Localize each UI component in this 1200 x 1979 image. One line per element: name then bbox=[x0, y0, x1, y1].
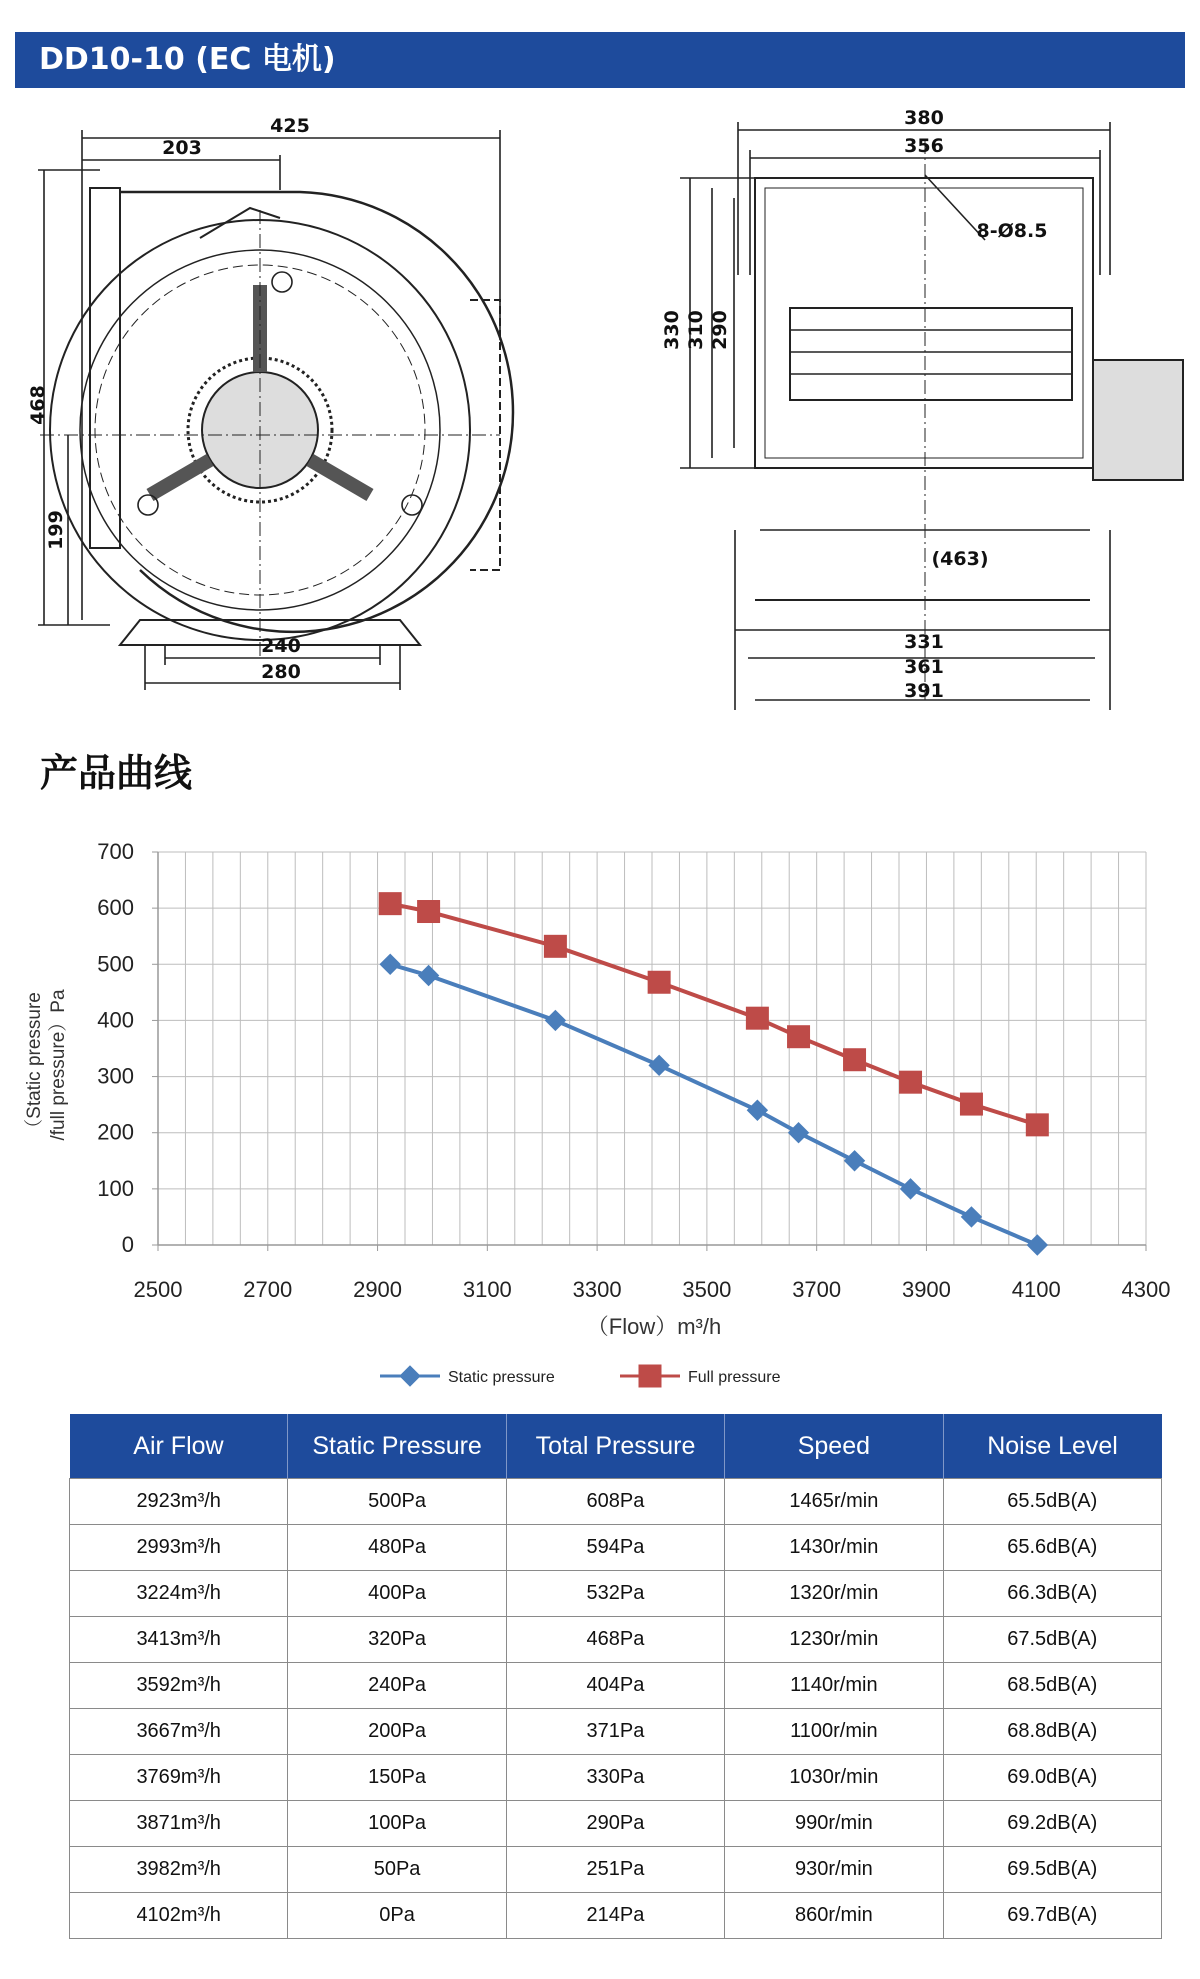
dim-463: (463) bbox=[931, 548, 989, 570]
table-cell: 68.8dB(A) bbox=[943, 1709, 1161, 1755]
table-cell: 1140r/min bbox=[725, 1663, 943, 1709]
y-tick-label: 300 bbox=[97, 1063, 134, 1089]
table-cell: 67.5dB(A) bbox=[943, 1617, 1161, 1663]
chart-series bbox=[379, 893, 1048, 1255]
table-cell: 1320r/min bbox=[725, 1571, 943, 1617]
data-point-square bbox=[544, 935, 566, 957]
table-cell: 66.3dB(A) bbox=[943, 1571, 1161, 1617]
y-tick-label: 0 bbox=[121, 1232, 134, 1257]
table-cell: 240Pa bbox=[288, 1663, 506, 1709]
table-cell: 69.5dB(A) bbox=[943, 1847, 1161, 1893]
table-cell: 480Pa bbox=[288, 1525, 506, 1571]
table-row bbox=[70, 1709, 1162, 1755]
data-point-square bbox=[844, 1049, 866, 1071]
chart-legend bbox=[380, 1365, 781, 1387]
table-row bbox=[70, 1479, 1162, 1525]
table-cell: 468Pa bbox=[506, 1617, 724, 1663]
table-cell: 3413m³/h bbox=[70, 1617, 288, 1663]
data-point-square bbox=[648, 971, 670, 993]
table-cell: 3982m³/h bbox=[70, 1847, 288, 1893]
data-point-square bbox=[788, 1026, 810, 1048]
x-axis-label: （Flow）m³/h bbox=[586, 1314, 722, 1339]
legend-label: Static pressure bbox=[448, 1369, 555, 1386]
dim-240: 240 bbox=[261, 635, 301, 657]
front-view-drawing bbox=[38, 130, 513, 690]
dim-425: 425 bbox=[270, 115, 310, 137]
table-cell: 3667m³/h bbox=[70, 1709, 288, 1755]
legend-swatch-marker bbox=[400, 1366, 420, 1386]
data-point-diamond bbox=[789, 1123, 809, 1143]
y-tick-label: 600 bbox=[97, 895, 134, 921]
dim-199: 199 bbox=[45, 510, 67, 550]
table-row bbox=[70, 1525, 1162, 1571]
table-cell: 2993m³/h bbox=[70, 1525, 288, 1571]
table-cell: 3224m³/h bbox=[70, 1571, 288, 1617]
y-tick-label: 200 bbox=[97, 1119, 134, 1145]
series-full-pressure bbox=[379, 893, 1048, 1136]
table-cell: 68.5dB(A) bbox=[943, 1663, 1161, 1709]
page-title: DD10-10 (EC 电机) bbox=[15, 32, 1185, 88]
pressure-flow-chart bbox=[0, 820, 1200, 1400]
legend-swatch-marker bbox=[639, 1365, 661, 1387]
table-cell: 290Pa bbox=[506, 1801, 724, 1847]
table-cell: 608Pa bbox=[506, 1479, 724, 1525]
dim-280: 280 bbox=[261, 661, 301, 683]
x-tick-label: 3500 bbox=[682, 1277, 732, 1302]
dim-468: 468 bbox=[27, 385, 49, 425]
table-cell: 320Pa bbox=[288, 1617, 506, 1663]
data-point-square bbox=[1026, 1114, 1048, 1136]
x-tick-label: 4300 bbox=[1121, 1277, 1171, 1302]
table-cell: 69.0dB(A) bbox=[943, 1755, 1161, 1801]
table-cell: 1465r/min bbox=[725, 1479, 943, 1525]
dim-330: 330 bbox=[661, 310, 683, 350]
y-axis-label-line2: /full pressure）Pa bbox=[48, 989, 69, 1141]
table-cell: 500Pa bbox=[288, 1479, 506, 1525]
y-tick-label: 100 bbox=[97, 1175, 134, 1201]
data-point-diamond bbox=[901, 1179, 921, 1199]
table-cell: 3871m³/h bbox=[70, 1801, 288, 1847]
data-point-diamond bbox=[747, 1100, 767, 1120]
table-cell: 3769m³/h bbox=[70, 1755, 288, 1801]
table-cell: 330Pa bbox=[506, 1755, 724, 1801]
dim-331: 331 bbox=[904, 631, 944, 653]
table-header-cell: Noise Level bbox=[943, 1414, 1161, 1479]
table-cell: 2923m³/h bbox=[70, 1479, 288, 1525]
dim-290: 290 bbox=[709, 310, 731, 350]
table-cell: 594Pa bbox=[506, 1525, 724, 1571]
data-point-diamond bbox=[545, 1010, 565, 1030]
table-cell: 990r/min bbox=[725, 1801, 943, 1847]
table-row bbox=[70, 1571, 1162, 1617]
x-tick-label: 3900 bbox=[901, 1277, 951, 1302]
data-point-diamond bbox=[380, 954, 400, 974]
table-cell: 150Pa bbox=[288, 1755, 506, 1801]
dim-380: 380 bbox=[904, 107, 944, 129]
table-cell: 69.2dB(A) bbox=[943, 1801, 1161, 1847]
table-cell: 400Pa bbox=[288, 1571, 506, 1617]
table-cell: 3592m³/h bbox=[70, 1663, 288, 1709]
chart-grid bbox=[158, 852, 1146, 1245]
section-title: 产品曲线 bbox=[40, 751, 193, 795]
table-cell: 860r/min bbox=[725, 1893, 943, 1939]
data-point-diamond bbox=[845, 1151, 865, 1171]
table-cell: 1230r/min bbox=[725, 1617, 943, 1663]
y-tick-label: 500 bbox=[97, 951, 134, 977]
table-cell: 100Pa bbox=[288, 1801, 506, 1847]
dim-310: 310 bbox=[685, 310, 707, 350]
dim-361: 361 bbox=[904, 656, 944, 678]
y-tick-label: 700 bbox=[97, 839, 134, 864]
dimension-labels bbox=[27, 107, 1047, 702]
data-point-square bbox=[746, 1007, 768, 1029]
table-cell: 1100r/min bbox=[725, 1709, 943, 1755]
performance-table bbox=[69, 1414, 1162, 1939]
table-cell: 532Pa bbox=[506, 1571, 724, 1617]
y-tick-label: 400 bbox=[97, 1007, 134, 1033]
table-row bbox=[70, 1801, 1162, 1847]
legend-label: Full pressure bbox=[688, 1369, 781, 1386]
table-row bbox=[70, 1663, 1162, 1709]
x-tick-label: 3300 bbox=[572, 1277, 622, 1302]
x-tick-label: 2500 bbox=[133, 1277, 183, 1302]
data-point-square bbox=[900, 1071, 922, 1093]
x-tick-label: 3700 bbox=[792, 1277, 842, 1302]
series-static-pressure bbox=[380, 954, 1047, 1255]
dim-holes: 8-Ø8.5 bbox=[976, 220, 1048, 242]
table-cell: 251Pa bbox=[506, 1847, 724, 1893]
table-cell: 1430r/min bbox=[725, 1525, 943, 1571]
table-cell: 0Pa bbox=[288, 1893, 506, 1939]
side-view-drawing bbox=[680, 122, 1183, 710]
x-tick-label: 3100 bbox=[462, 1277, 512, 1302]
data-point-diamond bbox=[961, 1207, 981, 1227]
data-point-diamond bbox=[419, 966, 439, 986]
table-cell: 65.6dB(A) bbox=[943, 1525, 1161, 1571]
table-cell: 4102m³/h bbox=[70, 1893, 288, 1939]
x-tick-label: 4100 bbox=[1011, 1277, 1061, 1302]
table-row bbox=[70, 1893, 1162, 1939]
dim-203: 203 bbox=[162, 137, 202, 159]
data-point-square bbox=[379, 893, 401, 915]
table-header-row bbox=[70, 1414, 1162, 1479]
data-point-diamond bbox=[1027, 1235, 1047, 1255]
table-header-cell: Static Pressure bbox=[288, 1414, 506, 1479]
data-point-square bbox=[960, 1093, 982, 1115]
table-header-cell: Air Flow bbox=[70, 1414, 288, 1479]
data-point-square bbox=[418, 901, 440, 923]
y-axis-label-line1: （Static pressure bbox=[24, 992, 45, 1138]
x-tick-label: 2700 bbox=[243, 1277, 293, 1302]
table-cell: 371Pa bbox=[506, 1709, 724, 1755]
table-cell: 214Pa bbox=[506, 1893, 724, 1939]
table-cell: 930r/min bbox=[725, 1847, 943, 1893]
table-row bbox=[70, 1755, 1162, 1801]
x-tick-label: 2900 bbox=[353, 1277, 403, 1302]
table-header-cell: Total Pressure bbox=[506, 1414, 724, 1479]
dim-356: 356 bbox=[904, 135, 944, 157]
dimension-drawings bbox=[0, 100, 1200, 720]
dim-391: 391 bbox=[904, 680, 944, 702]
table-cell: 65.5dB(A) bbox=[943, 1479, 1161, 1525]
table-cell: 1030r/min bbox=[725, 1755, 943, 1801]
table-row bbox=[70, 1847, 1162, 1893]
table-cell: 50Pa bbox=[288, 1847, 506, 1893]
table-cell: 404Pa bbox=[506, 1663, 724, 1709]
table-cell: 200Pa bbox=[288, 1709, 506, 1755]
table-row bbox=[70, 1617, 1162, 1663]
table-body bbox=[70, 1479, 1162, 1939]
table-cell: 69.7dB(A) bbox=[943, 1893, 1161, 1939]
table-header-cell: Speed bbox=[725, 1414, 943, 1479]
